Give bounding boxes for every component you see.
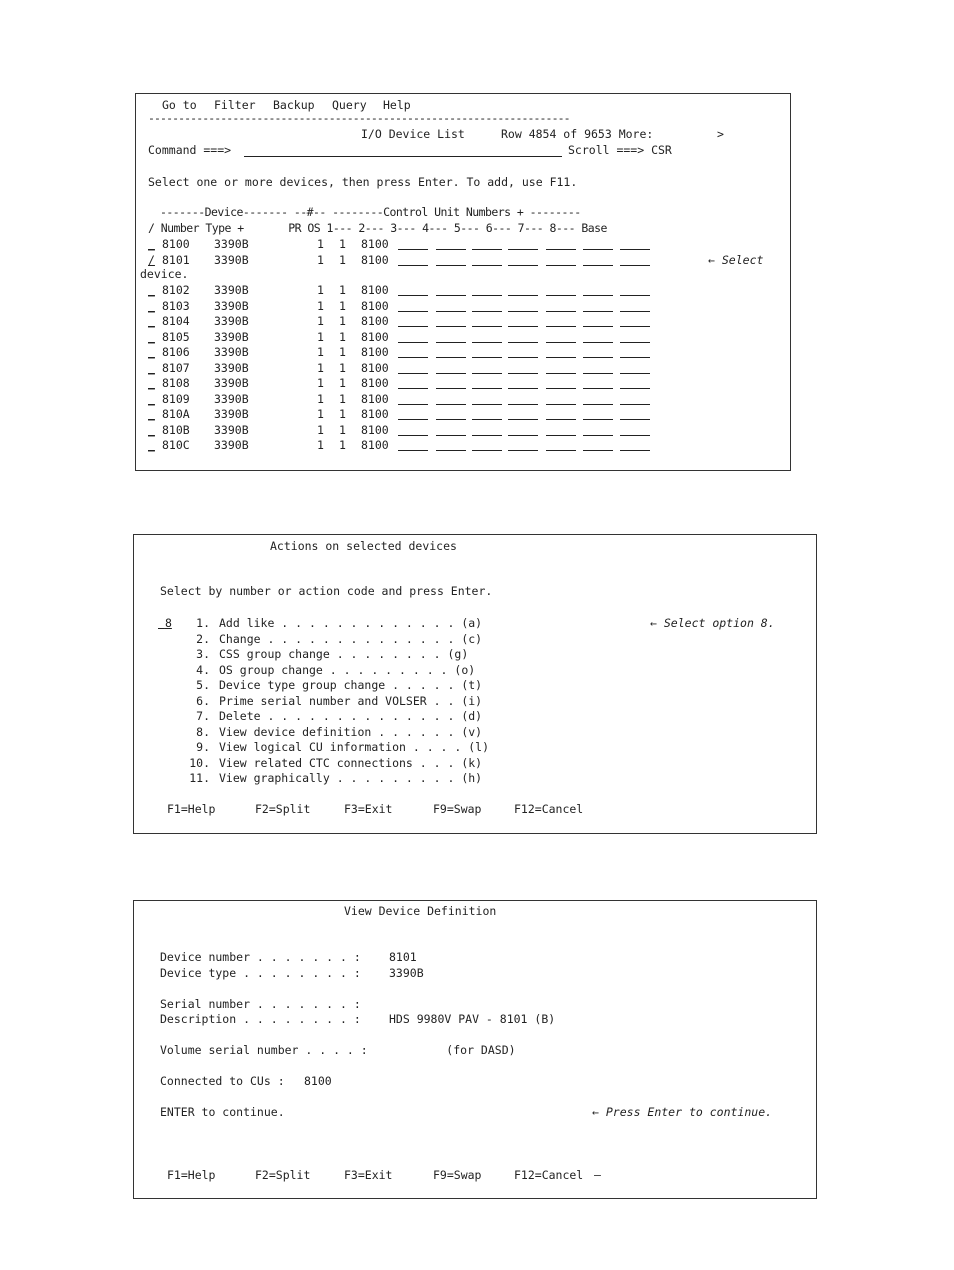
action-option-5[interactable]: Device type group change . . . . . (t) [219,678,483,692]
pr-count: 1 [317,423,324,437]
device-number: 810A [162,407,190,421]
os-count: 1 [339,237,346,251]
cu-input-8[interactable] [620,404,650,405]
pr-count: 1 [317,361,324,375]
cu-input-3[interactable] [436,404,466,405]
device-type: 3390B [214,361,249,375]
field-device-number-label: Device number . . . . . . . : [160,950,361,964]
cu-input-3[interactable] [436,311,466,312]
field-connected-label: Connected to CUs : [160,1074,285,1088]
option-number: 1. [196,616,210,630]
os-count: 1 [339,361,346,375]
cu-input-2[interactable] [398,249,428,250]
cu-input-6[interactable] [546,342,576,343]
cu-input-7[interactable] [583,450,613,451]
cu-input-8[interactable] [620,450,650,451]
cu-input-2[interactable] [398,388,428,389]
cu-input-5[interactable] [508,435,538,436]
cu-input-5[interactable] [508,357,538,358]
actions-instruction: Select by number or action code and press Enter. [160,584,493,598]
device-type: 3390B [214,423,249,437]
f9-swap-key[interactable]: F9=Swap [433,802,482,816]
cu-input-8[interactable] [620,265,650,266]
cu-input-2[interactable] [398,311,428,312]
f3-exit-key[interactable]: F3=Exit [344,802,393,816]
action-option-3[interactable]: CSS group change . . . . . . . . (g) [219,647,469,661]
option-number: 7. [196,709,210,723]
f12-cancel-key[interactable]: F12=Cancel [514,1168,584,1182]
row-info: Row 4854 of 9653 More: [501,127,654,141]
device-type: 3390B [214,345,249,359]
annotation-continue: ← Press Enter to continue. [592,1105,773,1119]
pr-count: 1 [317,253,324,267]
device-list-panel [135,93,791,471]
cu-input-8[interactable] [620,419,650,420]
cu-number-1: 8100 [361,392,389,406]
cu-input-4[interactable] [472,388,502,389]
os-count: 1 [339,345,346,359]
group-header: -------Device------- --#-- --------Control Unit Numbers + -------- [160,205,581,219]
selection-field[interactable]: _ [148,345,155,359]
arrow-icon: ← [708,253,715,267]
device-number: 8104 [162,314,190,328]
cu-input-8[interactable] [620,311,650,312]
annotation-option: ← Select option 8. [650,616,775,630]
pr-count: 1 [317,438,324,452]
device-type: 3390B [214,376,249,390]
action-option-6[interactable]: Prime serial number and VOLSER . . (i) [219,693,483,708]
device-number: 8102 [162,283,190,297]
device-type: 3390B [214,314,249,328]
action-option-10[interactable]: View related CTC connections . . . (k) [219,755,483,770]
cu-input-5[interactable] [508,419,538,420]
device-number: 810C [162,438,190,452]
f2-split-key[interactable]: F2=Split [255,802,311,816]
cu-input-7[interactable] [583,357,613,358]
cu-input-3[interactable] [436,249,466,250]
cu-input-6[interactable] [546,388,576,389]
cu-input-5[interactable] [508,450,538,451]
device-type: 3390B [214,283,249,297]
selection-field[interactable]: _ [148,376,155,390]
selection-field[interactable]: _ [148,314,155,328]
actions-title: Actions on selected devices [270,539,457,553]
field-device-number-value: 8101 [389,950,417,964]
more-indicator: > [717,127,724,141]
device-number: 8106 [162,345,190,359]
cu-input-8[interactable] [620,249,650,250]
os-count: 1 [339,253,346,267]
cu-input-5[interactable] [508,388,538,389]
cu-input-4[interactable] [472,311,502,312]
cu-input-8[interactable] [620,435,650,436]
pr-count: 1 [317,314,324,328]
cu-number-1: 8100 [361,423,389,437]
cu-input-8[interactable] [620,326,650,327]
continue-text: ENTER to continue. [160,1105,285,1119]
action-option-8[interactable]: View device definition . . . . . . (v) [219,724,483,739]
device-type: 3390B [214,330,249,344]
pr-count: 1 [317,345,324,359]
arrow-icon: ← [592,1105,599,1119]
cu-number-1: 8100 [361,283,389,297]
cu-input-5[interactable] [508,326,538,327]
cu-input-6[interactable] [546,419,576,420]
selection-field[interactable]: _ [148,237,155,251]
cu-input-6[interactable] [546,295,576,296]
menu-help[interactable]: Help [383,98,411,112]
cu-input-3[interactable] [436,419,466,420]
option-number: 6. [196,693,210,708]
annotation-select: ← Select [708,253,764,267]
option-number: 8. [196,724,210,739]
selection-field[interactable]: _ [148,361,155,375]
cu-input-3[interactable] [436,388,466,389]
device-number: 8103 [162,299,190,313]
os-count: 1 [339,330,346,344]
menu-filter[interactable]: Filter [214,98,256,112]
device-number: 8107 [162,361,190,375]
cu-input-2[interactable] [398,357,428,358]
pr-count: 1 [317,407,324,421]
view-title: View Device Definition [344,904,497,918]
f1-help-key[interactable]: F1=Help [167,802,216,816]
cu-input-3[interactable] [436,265,466,266]
cu-number-1: 8100 [361,361,389,375]
cu-input-3[interactable] [436,450,466,451]
os-count: 1 [339,407,346,421]
cu-number-1: 8100 [361,407,389,421]
os-count: 1 [339,423,346,437]
cu-input-2[interactable] [398,435,428,436]
device-number: 8101 [162,253,190,267]
action-option-1[interactable]: Add like . . . . . . . . . . . . . (a) [219,616,483,630]
cu-input-6[interactable] [546,265,576,266]
option-number: 2. [196,631,210,646]
cu-input-2[interactable] [398,373,428,374]
instruction-text: Select one or more devices, then press Enter. To add, use F11. [148,175,578,189]
menu-backup[interactable]: Backup [273,98,315,112]
cu-input-2[interactable] [398,265,428,266]
selection-field[interactable]: _ [148,330,155,344]
cu-input-2[interactable] [398,404,428,405]
device-type: 3390B [214,407,249,421]
cu-input-4[interactable] [472,342,502,343]
cu-input-6[interactable] [546,311,576,312]
cu-input-3[interactable] [436,435,466,436]
cu-input-6[interactable] [546,373,576,374]
cu-input-7[interactable] [583,311,613,312]
cu-number-1: 8100 [361,253,389,267]
cu-input-4[interactable] [472,357,502,358]
os-count: 1 [339,314,346,328]
field-device-type-label: Device type . . . . . . . . : [160,966,361,980]
pr-count: 1 [317,376,324,390]
column-header: / Number Type + PR OS 1--- 2--- 3--- 4--- 5--- 6--- 7--- 8--- Base [148,221,607,235]
device-type: 3390B [214,392,249,406]
action-option-9[interactable]: View logical CU information . . . . (l) [219,740,490,754]
os-count: 1 [339,283,346,297]
cu-input-5[interactable] [508,265,538,266]
selection-field[interactable]: _ [148,283,155,297]
cu-input-5[interactable] [508,373,538,374]
device-number: 8105 [162,330,190,344]
cu-input-7[interactable] [583,435,613,436]
trailing-dash: – [594,1168,601,1182]
device-number: 8100 [162,237,190,251]
cu-number-1: 8100 [361,345,389,359]
cu-input-4[interactable] [472,249,502,250]
cu-number-1: 8100 [361,330,389,344]
option-number: 11. [189,771,210,785]
cu-input-3[interactable] [436,295,466,296]
cu-input-6[interactable] [546,435,576,436]
command-input[interactable] [244,156,562,157]
cu-input-4[interactable] [472,295,502,296]
pr-count: 1 [317,330,324,344]
cu-input-4[interactable] [472,419,502,420]
field-description-value: HDS 9980V PAV - 8101 (B) [389,1012,556,1026]
os-count: 1 [339,299,346,313]
cu-input-7[interactable] [583,326,613,327]
field-device-type-value: 3390B [389,966,424,980]
scroll-field[interactable]: Scroll ===> CSR [568,143,672,157]
cu-input-7[interactable] [583,373,613,374]
f9-swap-key[interactable]: F9=Swap [433,1168,482,1182]
cu-input-5[interactable] [508,342,538,343]
cu-input-5[interactable] [508,311,538,312]
cu-input-7[interactable] [583,265,613,266]
selection-field[interactable]: _ [148,407,155,421]
f2-split-key[interactable]: F2=Split [255,1168,311,1182]
cu-input-6[interactable] [546,249,576,250]
cu-input-7[interactable] [583,419,613,420]
command-label: Command ===> [148,143,232,157]
selection-field[interactable]: _ [148,392,155,406]
f3-exit-key[interactable]: F3=Exit [344,1168,393,1182]
cu-input-4[interactable] [472,450,502,451]
option-input[interactable]: 8 [164,616,172,630]
menu-go-to[interactable]: Go to [162,98,197,112]
menu-separator: ---------------------------------------------------------------------- [148,111,570,125]
cu-input-4[interactable] [472,326,502,327]
actions-panel [133,534,817,834]
cu-input-6[interactable] [546,357,576,358]
f1-help-key[interactable]: F1=Help [167,1168,216,1182]
cu-input-3[interactable] [436,326,466,327]
os-count: 1 [339,438,346,452]
device-number: 810B [162,423,190,437]
menu-query[interactable]: Query [332,98,367,112]
f12-cancel-key[interactable]: F12=Cancel [514,802,584,816]
option-number: 3. [196,647,210,661]
cu-input-4[interactable] [472,435,502,436]
device-type: 3390B [214,237,249,251]
cu-input-8[interactable] [620,373,650,374]
cu-input-2[interactable] [398,419,428,420]
option-number: 9. [196,740,210,754]
cu-input-8[interactable] [620,342,650,343]
field-connected-value: 8100 [304,1074,332,1088]
annotation-device: device. [140,267,189,281]
selection-field[interactable]: _ [148,423,155,437]
cu-number-1: 8100 [361,237,389,251]
panel-title: I/O Device List [361,127,465,141]
cu-input-3[interactable] [436,373,466,374]
field-serial-label: Serial number . . . . . . . : [160,997,361,1011]
cu-input-5[interactable] [508,295,538,296]
option-number: 5. [196,678,210,692]
device-type: 3390B [214,438,249,452]
action-option-7[interactable]: Delete . . . . . . . . . . . . . . (d) [219,709,483,723]
cu-input-3[interactable] [436,357,466,358]
field-volser-value: (for DASD) [384,1043,516,1057]
cu-input-2[interactable] [398,295,428,296]
pr-count: 1 [317,237,324,251]
cu-input-7[interactable] [583,295,613,296]
option-number: 10. [189,755,210,770]
device-number: 8108 [162,376,190,390]
cu-input-2[interactable] [398,326,428,327]
arrow-icon: ← [650,616,657,630]
selection-field[interactable]: _ [148,438,155,452]
cu-number-1: 8100 [361,314,389,328]
cu-number-1: 8100 [361,299,389,313]
pr-count: 1 [317,299,324,313]
cu-number-1: 8100 [361,438,389,452]
cu-number-1: 8100 [361,376,389,390]
action-option-4[interactable]: OS group change . . . . . . . . . (o) [219,662,476,677]
cu-input-8[interactable] [620,388,650,389]
cu-input-7[interactable] [583,404,613,405]
option-number: 4. [196,662,210,677]
device-number: 8109 [162,392,190,406]
cu-input-2[interactable] [398,342,428,343]
action-option-2[interactable]: Change . . . . . . . . . . . . . . (c) [219,631,483,646]
cu-input-4[interactable] [472,373,502,374]
cu-input-7[interactable] [583,388,613,389]
cu-input-4[interactable] [472,265,502,266]
pr-count: 1 [317,283,324,297]
cu-input-8[interactable] [620,295,650,296]
view-device-panel [133,900,817,1199]
selection-field[interactable]: / [148,253,155,267]
os-count: 1 [339,392,346,406]
field-volser-label: Volume serial number . . . . : [160,1043,368,1057]
cu-input-5[interactable] [508,249,538,250]
os-count: 1 [339,376,346,390]
cu-input-5[interactable] [508,404,538,405]
field-description-label: Description . . . . . . . . : [160,1012,361,1026]
cu-input-7[interactable] [583,342,613,343]
cu-input-4[interactable] [472,404,502,405]
cu-input-3[interactable] [436,342,466,343]
pr-count: 1 [317,392,324,406]
cu-input-6[interactable] [546,404,576,405]
selection-field[interactable]: _ [148,299,155,313]
device-type: 3390B [214,299,249,313]
cu-input-8[interactable] [620,357,650,358]
cu-input-6[interactable] [546,450,576,451]
cu-input-6[interactable] [546,326,576,327]
cu-input-7[interactable] [583,249,613,250]
action-option-11[interactable]: View graphically . . . . . . . . . (h) [219,771,483,785]
device-type: 3390B [214,253,249,267]
cu-input-2[interactable] [398,450,428,451]
